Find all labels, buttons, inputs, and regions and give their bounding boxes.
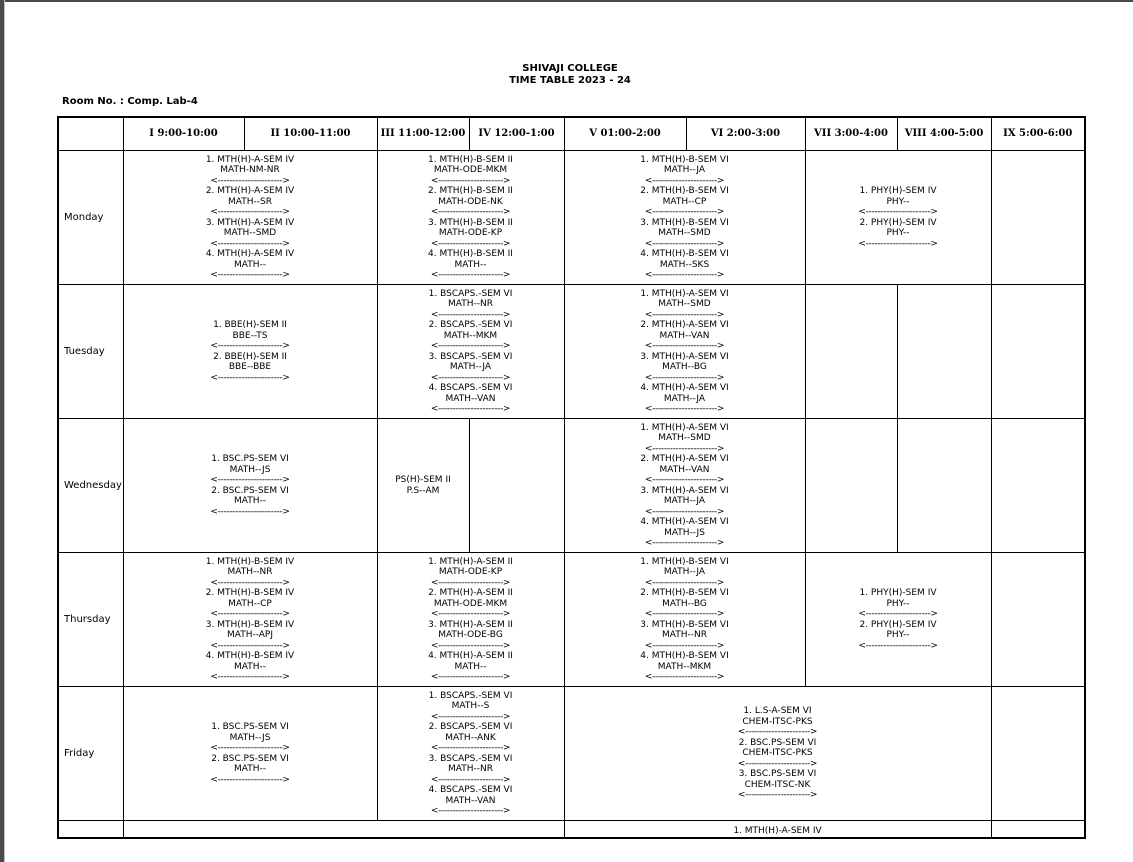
class-entry [565,769,991,801]
class-code: 4. MTH(H)-B-SEM II [428,249,513,259]
class-entry [124,486,377,518]
class-code: 1. MTH(H)-A-SEM VI [640,422,729,433]
class-code: 1. MTH(H)-B-SEM IV [205,556,295,567]
class-code: 2. MTH(H)-B-SEM II [428,186,513,196]
class-entry [565,320,805,352]
class-teacher: MATH--CP [662,196,707,207]
class-code: 1. L.S-A-SEM VI [743,706,812,717]
separator-arrow: <----------------------> [858,238,938,249]
class-entry [565,486,805,518]
class-teacher: PHY-- [886,598,910,609]
separator-arrow: <----------------------> [210,175,290,186]
period-header: VIII 4:00-5:00 [897,117,991,151]
class-entry [806,186,991,218]
class-code: 2. MTH(H)-B-SEM IV [205,588,295,598]
class-code: 2. BSC.PS-SEM VI [738,737,817,748]
day-row-monday [58,151,1085,285]
separator-arrow: <----------------------> [644,443,725,454]
class-code: 2. MTH(H)-A-SEM VI [640,320,729,330]
class-code: 2. PHY(H)-SEM IV [859,619,937,630]
class-teacher: MATH--JS [229,732,271,743]
class-teacher: MATH-ODE-KP [438,567,503,577]
class-entry [124,155,377,187]
class-slot [377,687,564,821]
class-entry [124,557,377,589]
class-code: 2. MTH(H)-B-SEM VI [640,186,729,196]
separator-arrow: <----------------------> [644,341,725,351]
class-teacher: MATH--JS [229,464,271,475]
class-entry [124,352,377,384]
class-code: 4. MTH(H)-B-SEM IV [205,651,295,661]
class-teacher: MATH-ODE-MKM [433,165,508,175]
class-code: 1. PHY(H)-SEM IV [859,186,937,196]
class-slot [377,419,469,553]
class-teacher: CHEM-ITSC-PKS [742,748,813,759]
separator-arrow: <----------------------> [210,743,290,753]
class-code: 3. MTH(H)-A-SEM VI [640,485,729,496]
class-entry [565,557,805,589]
class-entry [378,557,564,589]
period-header: VI 2:00-3:00 [686,117,805,151]
day-row-thursday [58,553,1085,687]
period-header: IX 5:00-6:00 [991,117,1085,151]
class-entry [565,155,805,187]
class-code: 3. BSC.PS-SEM VI [738,769,817,780]
class-teacher: MATH-- [234,259,266,270]
separator-arrow: <----------------------> [430,774,511,785]
period-header: II 10:00-11:00 [244,117,377,151]
class-entry [565,706,991,738]
day-row-friday [58,687,1085,821]
class-code: 3. BSCAPS.-SEM VI [428,753,513,764]
class-teacher: MATH--SR [228,196,272,207]
class-entry [565,738,991,770]
class-entry [124,754,377,786]
period-header: V 01:00-2:00 [564,117,686,151]
class-teacher: MATH--JS [664,527,705,538]
class-slot [805,553,991,687]
class-slot [377,553,564,687]
class-teacher: MATH-- [234,496,266,506]
separator-arrow: <----------------------> [644,175,725,186]
separator-arrow: <----------------------> [210,270,290,280]
class-teacher: MATH--BG [662,362,707,372]
class-code: 1. BBE(H)-SEM II [213,320,287,330]
class-teacher: P.S--AM [406,485,440,496]
class-teacher: MATH-ODE-KP [438,228,503,238]
class-teacher: MATH-ODE-BG [438,630,503,640]
class-teacher: MATH--S [451,701,490,711]
separator-arrow: <----------------------> [644,475,725,485]
class-teacher: MATH--SMD [658,433,711,443]
class-code: 1. PHY(H)-SEM IV [859,588,937,598]
class-code: 3. BSCAPS.-SEM VI [428,351,513,362]
class-teacher: BBE--TS [232,330,268,341]
class-entry [124,588,377,620]
class-teacher: MATH--MKM [443,330,498,341]
class-code: 2. MTH(H)-A-SEM II [428,588,513,598]
separator-arrow: <----------------------> [644,672,725,682]
class-code: 1. BSC.PS-SEM VI [211,722,289,732]
empty-slot [897,419,991,553]
class-teacher: MATH--JA [663,165,706,175]
class-teacher: MATH--SKS [659,259,710,270]
college-name: SHIVAJI COLLEGE [522,63,618,74]
class-entry [806,620,991,652]
day-label: Wednesday [58,419,123,553]
class-entry [565,249,805,281]
class-entry [378,218,564,250]
class-slot [564,151,805,285]
class-teacher: MATH-NM-NR [220,165,280,175]
day-row-tuesday [58,285,1085,419]
class-entry [565,383,805,415]
separator-arrow: <----------------------> [210,640,290,651]
class-code: 4. BSCAPS.-SEM VI [428,383,513,393]
separator-arrow: <----------------------> [644,577,725,588]
class-entry [124,218,377,250]
class-entry [378,651,564,683]
class-entry [124,651,377,683]
class-code: PS(H)-SEM II [395,475,451,485]
class-entry [565,517,805,549]
class-code: 3. MTH(H)-A-SEM II [428,619,513,630]
day-label: Tuesday [58,285,123,419]
class-code: 2. BBE(H)-SEM II [213,351,287,362]
class-teacher: MATH--NR [448,764,493,774]
class-teacher: CHEM-ITSC-NK [744,779,811,790]
day-row-wednesday [58,419,1085,553]
empty-slot [123,821,564,839]
class-teacher: MATH--MKM [657,661,712,672]
class-entry [378,691,564,723]
class-slot [564,553,805,687]
class-entry [565,289,805,321]
room-number: Room No. : Comp. Lab-4 [62,96,198,107]
class-code: 2. MTH(H)-A-SEM VI [640,454,729,464]
class-teacher: MATH--NR [662,630,707,640]
class-entry [565,218,805,250]
class-code: 2. PHY(H)-SEM IV [859,217,937,228]
class-entry [378,588,564,620]
separator-arrow: <----------------------> [430,672,511,682]
separator-arrow: <----------------------> [430,238,511,249]
class-code: 1. MTH(H)-B-SEM II [428,154,513,165]
separator-arrow: <----------------------> [210,372,290,383]
class-teacher: MATH--NR [227,567,273,577]
class-slot [377,285,564,419]
class-entry [378,249,564,281]
class-slot [123,553,377,687]
separator-arrow: <----------------------> [430,404,511,414]
class-entry [124,249,377,281]
class-teacher: MATH-- [234,661,266,672]
class-entry [378,352,564,384]
separator-arrow: <----------------------> [430,743,511,753]
separator-arrow: <----------------------> [644,404,725,414]
class-code: 3. MTH(H)-A-SEM IV [205,217,295,228]
class-teacher: MATH--APJ [226,630,274,640]
class-teacher: MATH--ANK [445,732,496,743]
period-header: VII 3:00-4:00 [805,117,897,151]
class-teacher: MATH-- [454,661,487,672]
class-entry [565,423,805,455]
separator-arrow: <----------------------> [210,341,290,351]
separator-arrow: <----------------------> [737,758,818,769]
class-teacher: MATH--JA [663,496,706,506]
class-teacher: MATH--VAN [445,393,496,404]
separator-arrow: <----------------------> [210,506,290,517]
class-code: 1. MTH(H)-A-SEM IV [205,154,295,165]
empty-slot [991,553,1085,687]
class-entry [378,785,564,817]
class-code: 3. MTH(H)-B-SEM IV [205,619,295,630]
class-teacher: PHY-- [886,228,910,238]
class-slot [805,151,991,285]
class-code: 1. BSC.PS-SEM VI [211,454,289,464]
class-entry [378,754,564,786]
class-slot [123,419,377,553]
day-row-partial [58,821,1085,839]
separator-arrow: <----------------------> [210,207,290,217]
class-code: 3. MTH(H)-B-SEM II [428,217,513,228]
separator-arrow: <----------------------> [644,506,725,517]
class-code: 2. BSCAPS.-SEM VI [428,722,513,732]
separator-arrow: <----------------------> [430,577,511,588]
separator-arrow: <----------------------> [210,577,290,588]
class-entry [806,218,991,250]
class-entry [565,651,805,683]
separator-arrow: <----------------------> [430,270,511,280]
class-teacher: PHY-- [886,196,910,207]
class-entry [565,186,805,218]
separator-arrow: <----------------------> [430,711,511,722]
day-label: Monday [58,151,123,285]
class-code: 2. BSCAPS.-SEM VI [428,320,513,330]
empty-slot [897,285,991,419]
class-teacher: MATH-- [454,259,487,270]
empty-slot [805,285,897,419]
class-entry [124,454,377,486]
class-code: 3. MTH(H)-B-SEM VI [640,619,729,630]
day-label: Thursday [58,553,123,687]
class-code: 1. BSCAPS.-SEM VI [428,288,513,299]
class-teacher: MATH--VAN [445,795,496,806]
separator-arrow: <----------------------> [858,640,938,651]
period-header: I 9:00-10:00 [123,117,244,151]
separator-arrow: <----------------------> [644,238,725,249]
separator-arrow: <----------------------> [210,672,290,682]
class-teacher: MATH--JA [663,567,706,577]
class-teacher: MATH--NR [448,299,493,309]
empty-slot [991,151,1085,285]
class-code: 4. MTH(H)-A-SEM II [428,651,513,661]
class-entry [378,186,564,218]
separator-arrow: <----------------------> [210,774,290,785]
class-teacher: MATH--SMD [223,228,277,238]
separator-arrow: <----------------------> [210,609,290,619]
class-teacher: MATH-- [234,764,266,774]
separator-arrow: <----------------------> [430,640,511,651]
separator-arrow: <----------------------> [430,207,511,217]
header-row [58,117,1085,151]
class-code: 1. MTH(H)-B-SEM VI [640,154,729,165]
separator-arrow: <----------------------> [430,341,511,351]
separator-arrow: <----------------------> [210,238,290,249]
separator-arrow: <----------------------> [644,538,725,548]
class-code: 2. BSC.PS-SEM VI [211,485,289,496]
window-frame-top [0,0,1133,2]
class-code: 4. MTH(H)-B-SEM VI [640,249,729,259]
class-code: 1. MTH(H)-A-SEM VI [640,288,729,299]
class-teacher: MATH--SMD [658,228,711,238]
class-teacher: MATH-ODE-MKM [433,598,508,609]
class-code: 3. MTH(H)-B-SEM VI [640,217,729,228]
class-code: 1. MTH(H)-A-SEM IV [733,825,822,836]
class-code: 2. BSC.PS-SEM VI [211,753,289,764]
class-entry [565,352,805,384]
class-entry [565,588,805,620]
class-slot [123,151,377,285]
empty-slot [805,419,897,553]
empty-slot [469,419,564,553]
separator-arrow: <----------------------> [644,640,725,651]
class-code: 2. MTH(H)-A-SEM IV [205,186,295,196]
separator-arrow: <----------------------> [644,270,725,280]
class-code: 4. MTH(H)-B-SEM VI [640,651,729,661]
class-code: 2. MTH(H)-B-SEM VI [640,588,729,598]
class-code: 4. MTH(H)-A-SEM VI [640,517,729,527]
class-teacher: CHEM-ITSC-PKS [742,716,813,727]
timetable-title: TIME TABLE 2023 - 24 [509,75,631,86]
class-teacher: MATH-ODE-NK [438,196,503,207]
class-code: 4. MTH(H)-A-SEM VI [640,383,729,393]
window-frame-left-edge [4,0,5,862]
class-teacher: MATH--BG [662,598,707,609]
day-label: Friday [58,687,123,821]
class-code: 1. BSCAPS.-SEM VI [428,690,513,701]
class-teacher: MATH--JA [663,393,706,404]
class-entry [378,620,564,652]
class-teacher: PHY-- [886,630,910,640]
class-teacher: MATH--SMD [658,299,711,309]
class-entry [378,383,564,415]
class-code: 1. MTH(H)-B-SEM VI [640,556,729,567]
class-teacher: MATH--CP [228,598,272,609]
separator-arrow: <----------------------> [644,609,725,619]
class-teacher: MATH--JA [449,362,492,372]
class-slot [377,151,564,285]
class-entry [806,588,991,620]
separator-arrow: <----------------------> [430,806,511,816]
separator-arrow: <----------------------> [644,309,725,320]
separator-arrow: <----------------------> [430,309,511,320]
separator-arrow: <----------------------> [644,207,725,217]
separator-arrow: <----------------------> [737,727,818,738]
timetable [57,116,1086,839]
class-slot [564,419,805,553]
corner-cell [58,117,123,151]
class-entry [124,620,377,652]
day-label [58,821,123,839]
class-teacher: MATH--VAN [659,464,710,475]
class-teacher: MATH--VAN [659,330,710,341]
class-slot [564,687,991,821]
class-entry [124,186,377,218]
class-entry [124,722,377,754]
class-teacher: BBE--BBE [228,362,272,372]
class-entry [378,722,564,754]
class-code: 1. MTH(H)-A-SEM II [428,556,513,567]
class-slot [564,821,991,839]
class-entry [565,620,805,652]
empty-slot [991,687,1085,821]
class-entry [565,454,805,486]
separator-arrow: <----------------------> [430,372,511,383]
separator-arrow: <----------------------> [644,372,725,383]
class-code: 4. BSCAPS.-SEM VI [428,785,513,795]
class-code: 3. MTH(H)-A-SEM VI [640,351,729,362]
separator-arrow: <----------------------> [430,175,511,186]
period-header: IV 12:00-1:00 [469,117,564,151]
class-slot [123,285,377,419]
empty-slot [991,285,1085,419]
separator-arrow: <----------------------> [737,790,818,801]
separator-arrow: <----------------------> [210,475,290,485]
separator-arrow: <----------------------> [430,609,511,619]
class-entry [378,155,564,187]
class-code: 4. MTH(H)-A-SEM IV [205,249,295,259]
separator-arrow: <----------------------> [858,609,938,619]
empty-slot [991,821,1085,839]
empty-slot [991,419,1085,553]
class-entry [378,320,564,352]
class-slot [123,687,377,821]
class-entry [378,289,564,321]
separator-arrow: <----------------------> [858,207,938,217]
period-header: III 11:00-12:00 [377,117,469,151]
class-entry [124,320,377,352]
class-slot [564,285,805,419]
